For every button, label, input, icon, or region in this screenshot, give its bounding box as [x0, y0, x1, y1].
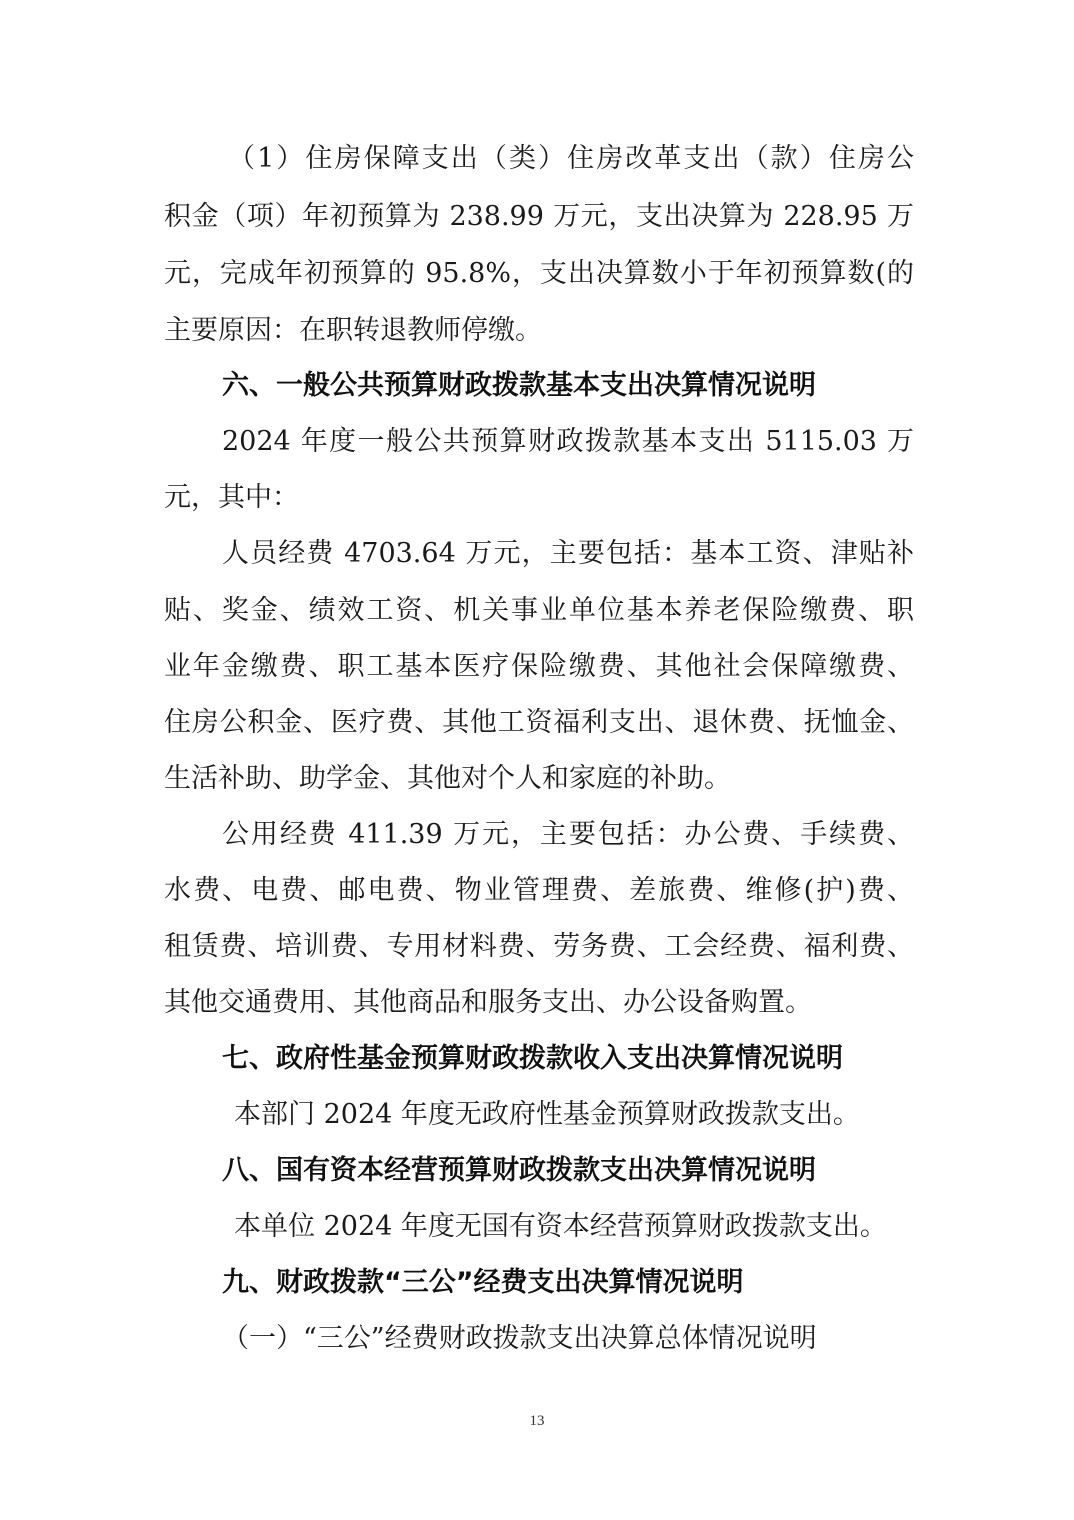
- section-heading-8: 八、国有资本经营预算财政拨款支出决算情况说明: [222, 1155, 816, 1186]
- paragraph-personnel-line-2: 贴、奖金、绩效工资、机关事业单位基本养老保险缴费、职: [164, 595, 914, 626]
- paragraph-housing-line-1: （1）住房保障支出（类）住房改革支出（款）住房公: [228, 143, 914, 174]
- paragraph-basic-line-2: 元，其中：: [164, 482, 299, 513]
- paragraph-public-line-3: 租赁费、培训费、专用材料费、劳务费、工会经费、福利费、: [164, 931, 914, 962]
- paragraph-personnel-line-3: 业年金缴费、职工基本医疗保险缴费、其他社会保障缴费、: [164, 651, 914, 682]
- paragraph-housing-line-2: 积金（项）年初预算为 238.99 万元，支出决算为 228.95 万: [164, 201, 914, 232]
- paragraph-personnel-line-4: 住房公积金、医疗费、其他工资福利支出、退休费、抚恤金、: [164, 707, 914, 738]
- paragraph-public-line-4: 其他交通费用、其他商品和服务支出、办公设备购置。: [164, 987, 812, 1018]
- section-heading-9: 九、财政拨款“三公”经费支出决算情况说明: [222, 1267, 744, 1298]
- paragraph-basic-line-1: 2024 年度一般公共预算财政拨款基本支出 5115.03 万: [222, 426, 914, 457]
- page-number: 13: [529, 1413, 545, 1429]
- paragraph-7: 本部门 2024 年度无政府性基金预算财政拨款支出。: [234, 1099, 860, 1130]
- paragraph-personnel-line-1: 人员经费 4703.64 万元，主要包括：基本工资、津贴补: [222, 538, 914, 569]
- paragraph-public-line-2: 水费、电费、邮电费、物业管理费、差旅费、维修(护)费、: [164, 875, 914, 906]
- paragraph-housing-line-3: 元，完成年初预算的 95.8%，支出决算数小于年初预算数(的: [164, 258, 914, 289]
- paragraph-personnel-line-5: 生活补助、助学金、其他对个人和家庭的补助。: [164, 763, 731, 794]
- sub-heading-9-1: （一）“三公”经费财政拨款支出决算总体情况说明: [222, 1323, 817, 1354]
- paragraph-public-line-1: 公用经费 411.39 万元，主要包括：办公费、手续费、: [222, 819, 914, 850]
- paragraph-8: 本单位 2024 年度无国有资本经营预算财政拨款支出。: [234, 1211, 887, 1242]
- paragraph-housing-line-4: 主要原因：在职转退教师停缴。: [164, 315, 542, 346]
- section-heading-6: 六、一般公共预算财政拨款基本支出决算情况说明: [222, 370, 816, 401]
- section-heading-7: 七、政府性基金预算财政拨款收入支出决算情况说明: [222, 1043, 843, 1074]
